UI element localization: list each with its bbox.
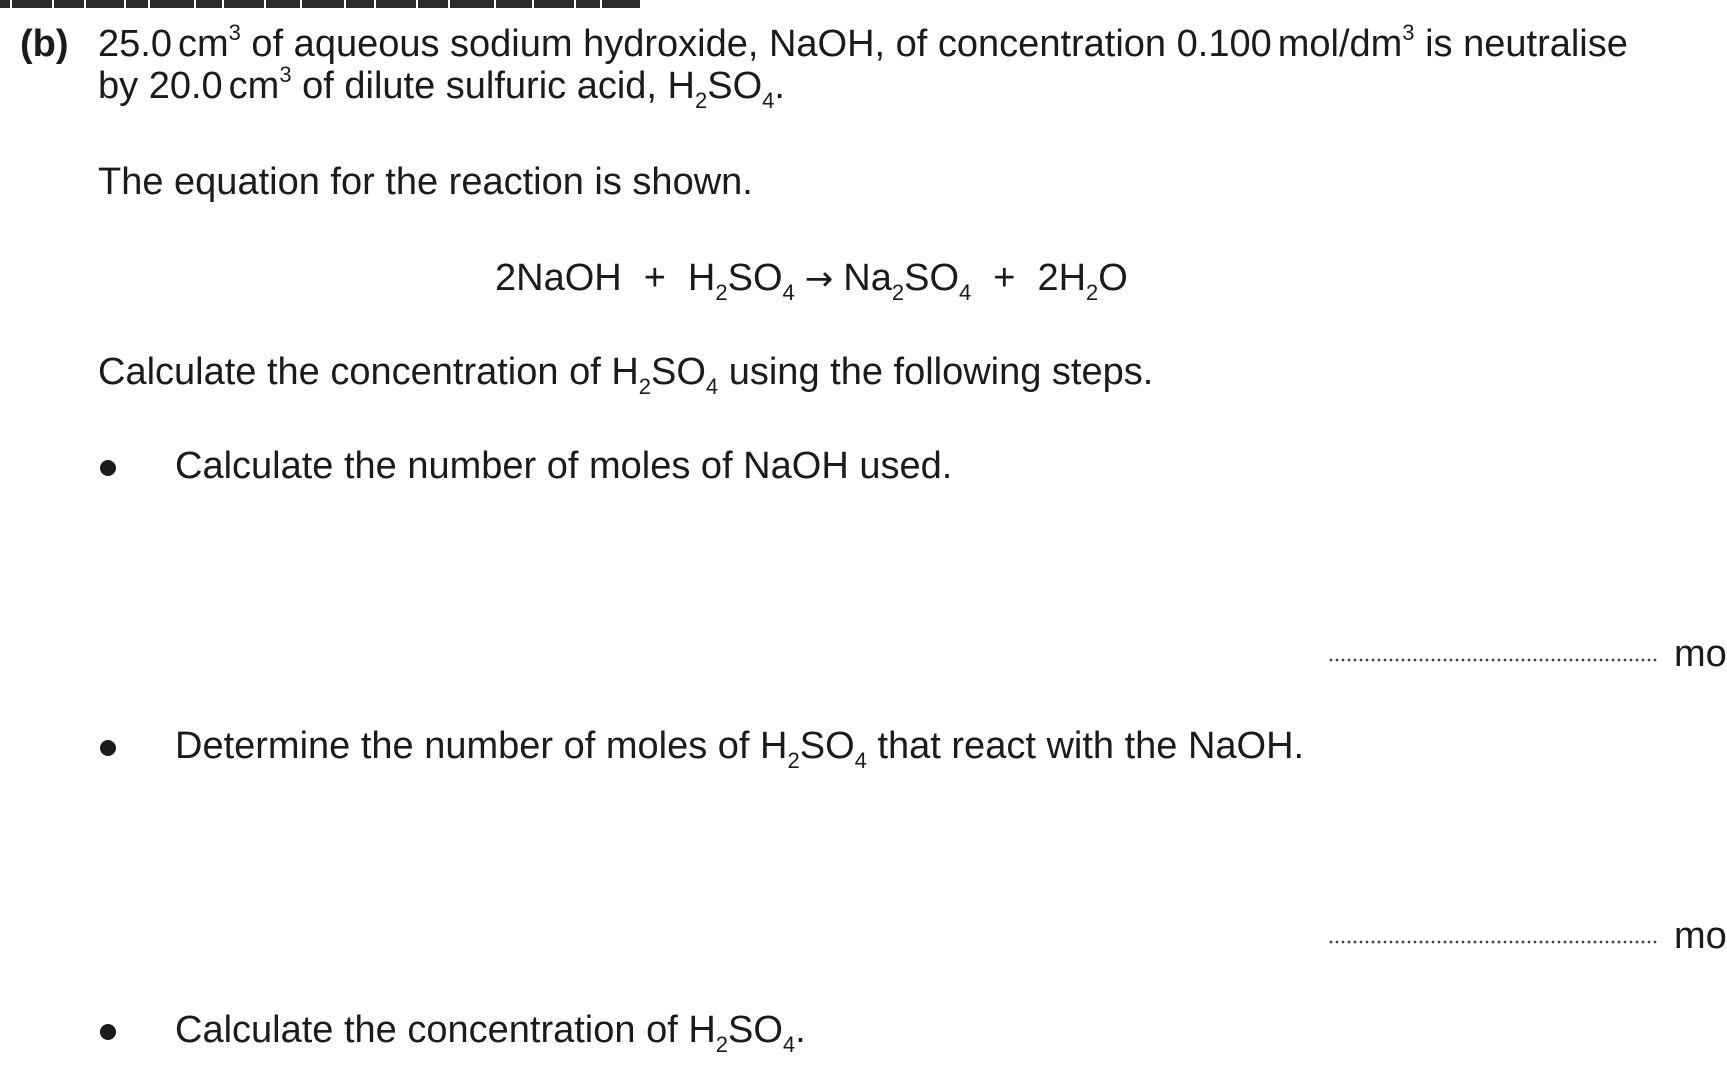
bullet-icon	[100, 460, 116, 476]
step-text: .	[795, 1009, 806, 1051]
step-2	[175, 724, 1305, 773]
formula-part: H	[687, 257, 716, 299]
plus-sign: +	[643, 257, 666, 299]
intro-text: of dilute sulfuric acid, H	[291, 65, 695, 107]
instruction-text: Calculate the concentration of H	[98, 351, 639, 393]
step-text: Determine the number of moles of H	[175, 725, 788, 767]
subscript: 2	[715, 280, 728, 305]
step-text: SO	[728, 1009, 783, 1051]
intro-text: SO	[707, 65, 763, 107]
reactant-h2so4	[687, 257, 795, 305]
subscript: 4	[782, 1032, 796, 1057]
plus-sign: +	[993, 257, 1016, 299]
subscript: 4	[854, 748, 867, 773]
unit-exponent: 3	[279, 62, 292, 87]
step-text: that react with the NaOH.	[866, 725, 1305, 767]
formula-part: SO	[904, 257, 960, 299]
reaction-arrow-icon: →	[804, 259, 834, 299]
intro-text: of aqueous sodium hydroxide, NaOH, of concentration	[240, 23, 1177, 65]
instruction-text: using the following steps.	[718, 351, 1154, 393]
formula-part: Na	[843, 257, 892, 299]
step-text: Calculate the concentration of H	[175, 1009, 716, 1051]
subscript: 2	[638, 374, 652, 399]
product-na2so4	[843, 257, 972, 305]
bullet-icon	[100, 740, 116, 756]
subscript: 4	[959, 280, 972, 305]
chemical-equation	[495, 256, 1128, 305]
step-text: SO	[799, 725, 855, 767]
acid-volume: 20.0	[148, 65, 223, 107]
subscript: 2	[787, 748, 800, 773]
concentration-unit: mol/dm	[1277, 23, 1403, 65]
part-label: (b)	[20, 23, 69, 65]
answer-line-1[interactable]	[1328, 658, 1658, 662]
instruction	[98, 350, 1154, 399]
intro-line-1	[98, 22, 1628, 66]
product-water	[1037, 257, 1128, 305]
naoh-volume: 25.0	[98, 23, 172, 65]
naoh-volume-unit: cm	[177, 23, 229, 65]
subscript: 2	[694, 88, 708, 113]
bullet-icon	[100, 1024, 116, 1040]
unit-exponent: 3	[1402, 20, 1415, 45]
naoh-concentration: 0.100	[1176, 23, 1272, 65]
answer-line-2[interactable]	[1328, 940, 1658, 944]
step-1: Calculate the number of moles of NaOH used.	[175, 445, 953, 487]
intro-text: is neutralise	[1414, 23, 1628, 65]
acid-volume-unit: cm	[228, 65, 280, 107]
subscript: 4	[782, 280, 795, 305]
instruction-text: SO	[651, 351, 706, 393]
equation-intro: The equation for the reaction is shown.	[98, 161, 753, 203]
answer-unit-2: mo	[1674, 915, 1727, 957]
subscript: 4	[705, 374, 719, 399]
formula-part: 2H	[1037, 257, 1087, 299]
subscript: 2	[891, 280, 905, 305]
formula-part: SO	[727, 257, 783, 299]
answer-unit-1: mo	[1674, 633, 1727, 675]
intro-line-2	[98, 62, 785, 113]
formula-part: O	[1098, 257, 1128, 299]
subscript: 2	[1086, 280, 1099, 305]
reactant-naoh: 2NaOH	[495, 257, 622, 299]
unit-exponent: 3	[228, 20, 241, 45]
subscript: 4	[762, 88, 775, 113]
intro-text: .	[774, 65, 785, 107]
step-3	[175, 1008, 806, 1057]
intro-text: by	[98, 65, 149, 107]
subscript: 2	[715, 1032, 729, 1057]
